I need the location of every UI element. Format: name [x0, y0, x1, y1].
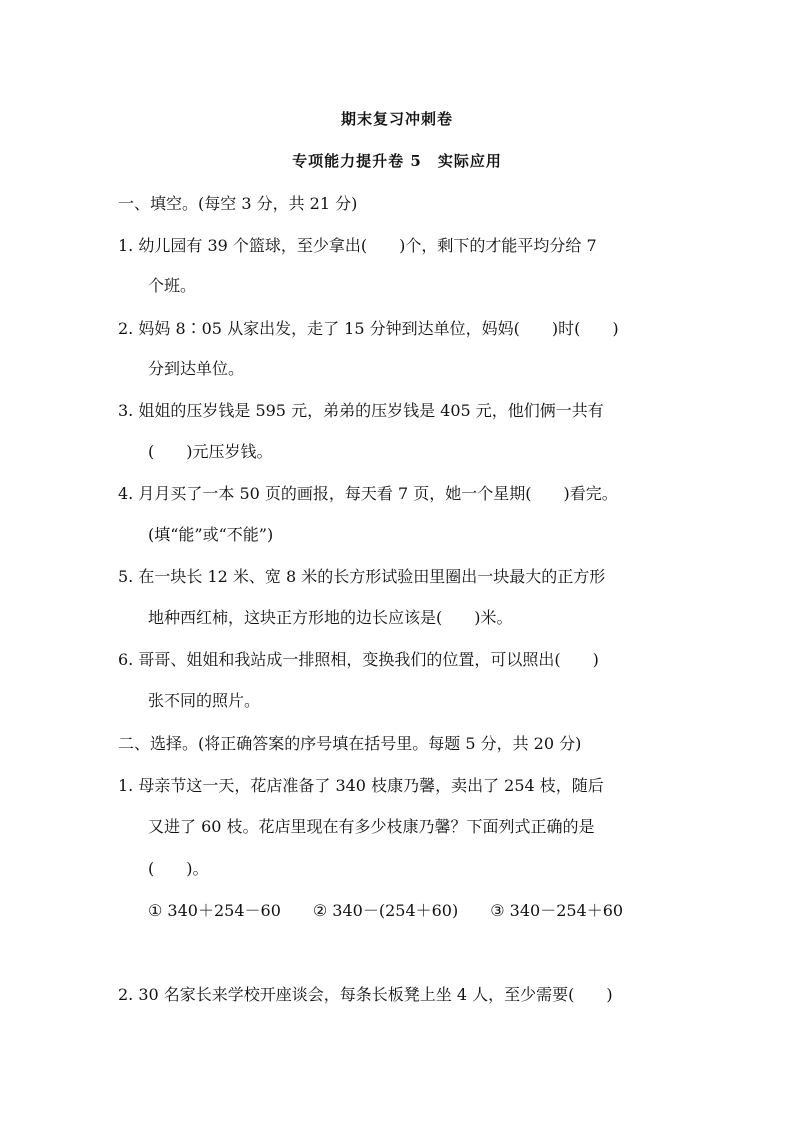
- question-text: 地种西红柿，这块正方形地的边长应该是( )米。: [148, 608, 513, 627]
- section1-heading: 一、填空。(每空 3 分，共 21 分): [118, 194, 358, 213]
- question-text: 分到达单位。: [148, 359, 245, 378]
- question-text: 1. 母亲节这一天，花店准备了 340 枝康乃馨，卖出了 254 枝，随后: [118, 776, 604, 795]
- question-text: ( )元压岁钱。: [148, 442, 273, 461]
- question-text: 2. 30 名家长来学校开座谈会，每条长板凳上坐 4 人，至少需要( ): [118, 985, 613, 1004]
- question-text: 个班。: [148, 276, 197, 295]
- section2-heading: 二、选择。(将正确答案的序号填在括号里。每题 5 分，共 20 分): [118, 734, 582, 753]
- question-text: (填“能”或“不能”): [148, 525, 274, 544]
- question-text: 1. 幼儿园有 39 个篮球，至少拿出( )个，剩下的才能平均分给 7: [118, 236, 597, 255]
- question-text: 又进了 60 枝。花店里现在有多少枝康乃馨？下面列式正确的是: [148, 817, 595, 836]
- page-subtitle: 专项能力提升卷 5 实际应用: [292, 152, 502, 170]
- question-text: 2. 妈妈 8∶05 从家出发，走了 15 分钟到达单位，妈妈( )时( ): [118, 319, 619, 338]
- question-text: 4. 月月买了一本 50 页的画报，每天看 7 页，她一个星期( )看完。: [118, 484, 618, 503]
- question-text: 张不同的照片。: [148, 691, 261, 710]
- question-text: ( )。: [148, 859, 209, 878]
- question-text: 6. 哥哥、姐姐和我站成一排照相，变换我们的位置，可以照出( ): [118, 650, 599, 669]
- page-title: 期末复习冲刺卷: [340, 110, 453, 128]
- question-text: 3. 姐姐的压岁钱是 595 元，弟弟的压岁钱是 405 元，他们俩一共有: [118, 401, 604, 420]
- answer-options: ① 340＋254－60 ② 340－(254＋60) ③ 340－254＋60: [148, 901, 624, 920]
- question-text: 5. 在一块长 12 米、宽 8 米的长方形试验田里圈出一块最大的正方形: [118, 567, 606, 586]
